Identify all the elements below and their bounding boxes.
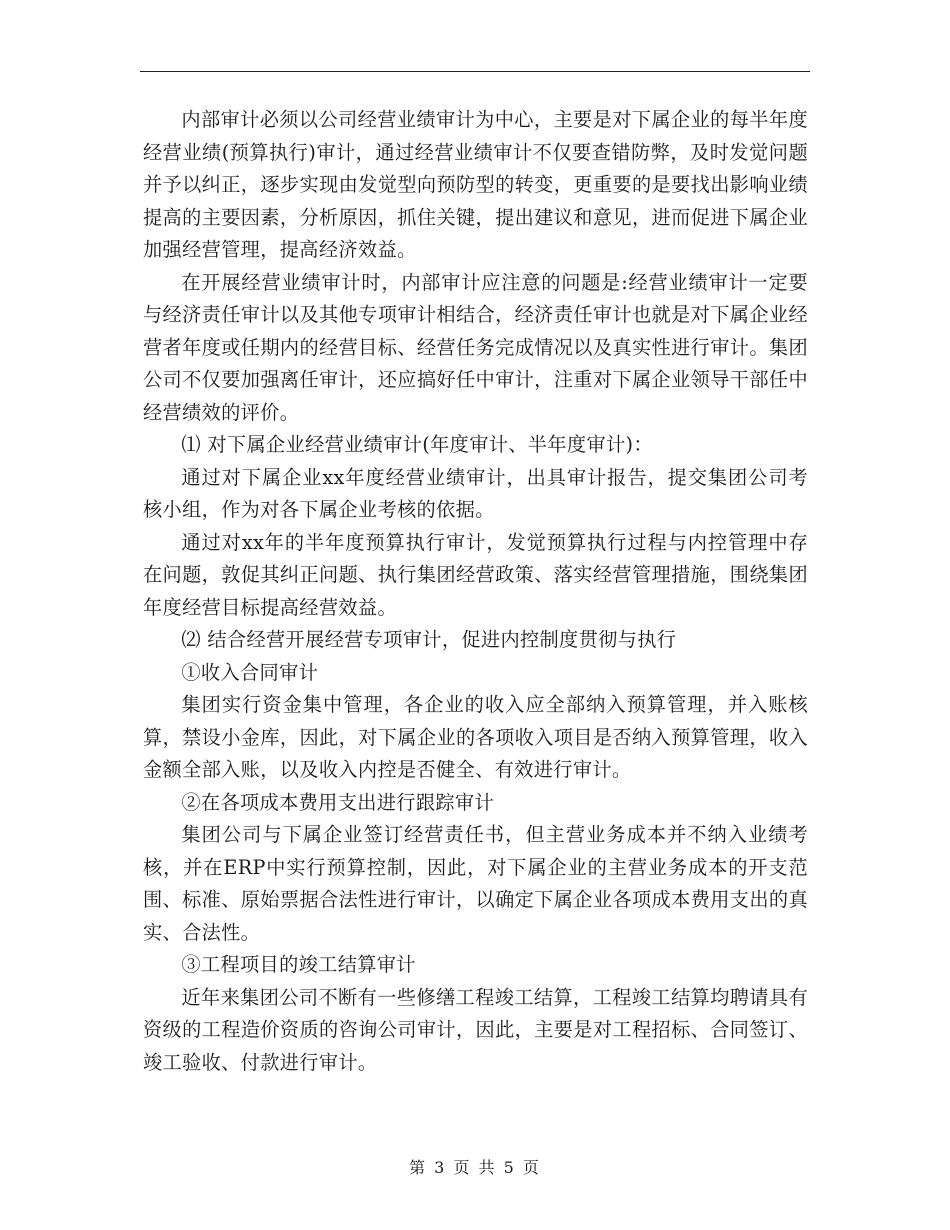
section-heading: ⑵ 结合经营开展经营专项审计，促进内控制度贯彻与执行	[181, 628, 677, 651]
subsection-heading: ①收入合同审计	[181, 660, 319, 684]
paragraph: 通过对xx年的半年度预算执行审计，发觉预算执行过程与内控管理中存在问题，敦促其纠正问题、执行集团经营政策、落实经营管理措施，围绕集团年度经营目标提高经营效益。	[143, 530, 808, 619]
paragraph: 集团实行资金集中管理，各企业的收入应全部纳入预算管理，并入账核算，禁设小金库，因此，对下属企业的各项收入项目是否纳入预算管理，收入金额全部入账，以及收入内控是否健全、有效进行审计。	[143, 693, 808, 781]
paragraph: 在开展经营业绩审计时，内部审计应注意的问题是:经营业绩审计一定要与经济责任审计以及其他专项审计相结合，经济责任审计也就是对下属企业经营者年度或任期内的经营目标、经营任务完成情况以及真实性进行审计。集团公司不仅要加强离任审计，还应搞好任中审计，注重对下属企业领导干部任中经营绩效的评价。	[143, 270, 808, 424]
paragraph: 集团公司与下属企业签订经营责任书，但主营业务成本并不纳入业绩考核，并在ERP中实行预算控制，因此，对下属企业的主营业务成本的开支范围、标准、原始票据合法性进行审计，以确定下属企业各项成本费用支出的真实、合法性。	[143, 823, 808, 944]
subsection-heading: ②在各项成本费用支出进行跟踪审计	[181, 790, 494, 814]
paragraph: 通过对下属企业xx年度经营业绩审计，出具审计报告，提交集团公司考核小组，作为对各下属企业考核的依据。	[143, 465, 808, 521]
document-body	[143, 104, 808, 1079]
section-heading: ⑴ 对下属企业经营业绩审计(年度审计、半年度审计)：	[181, 433, 653, 456]
header-rule	[140, 71, 810, 72]
paragraph: 内部审计必须以公司经营业绩审计为中心，主要是对下属企业的每半年度经营业绩(预算执行)审计，通过经营业绩审计不仅要查错防弊，及时发觉问题并予以纠正，逐步实现由发觉型向预防型的转变，更重要的是要找出影响业绩提高的主要因素，分析原因，抓住关键，提出建议和意见，进而促进下属企业加强经营管理，提高经济效益。	[143, 108, 808, 261]
page-number: 第 3 页 共 5 页	[409, 1158, 541, 1177]
paragraph: 近年来集团公司不断有一些修缮工程竣工结算，工程竣工结算均聘请具有资级的工程造价资质的咨询公司审计，因此，主要是对工程招标、合同签订、竣工验收、付款进行审计。	[143, 985, 808, 1074]
subsection-heading: ③工程项目的竣工结算审计	[181, 953, 416, 976]
